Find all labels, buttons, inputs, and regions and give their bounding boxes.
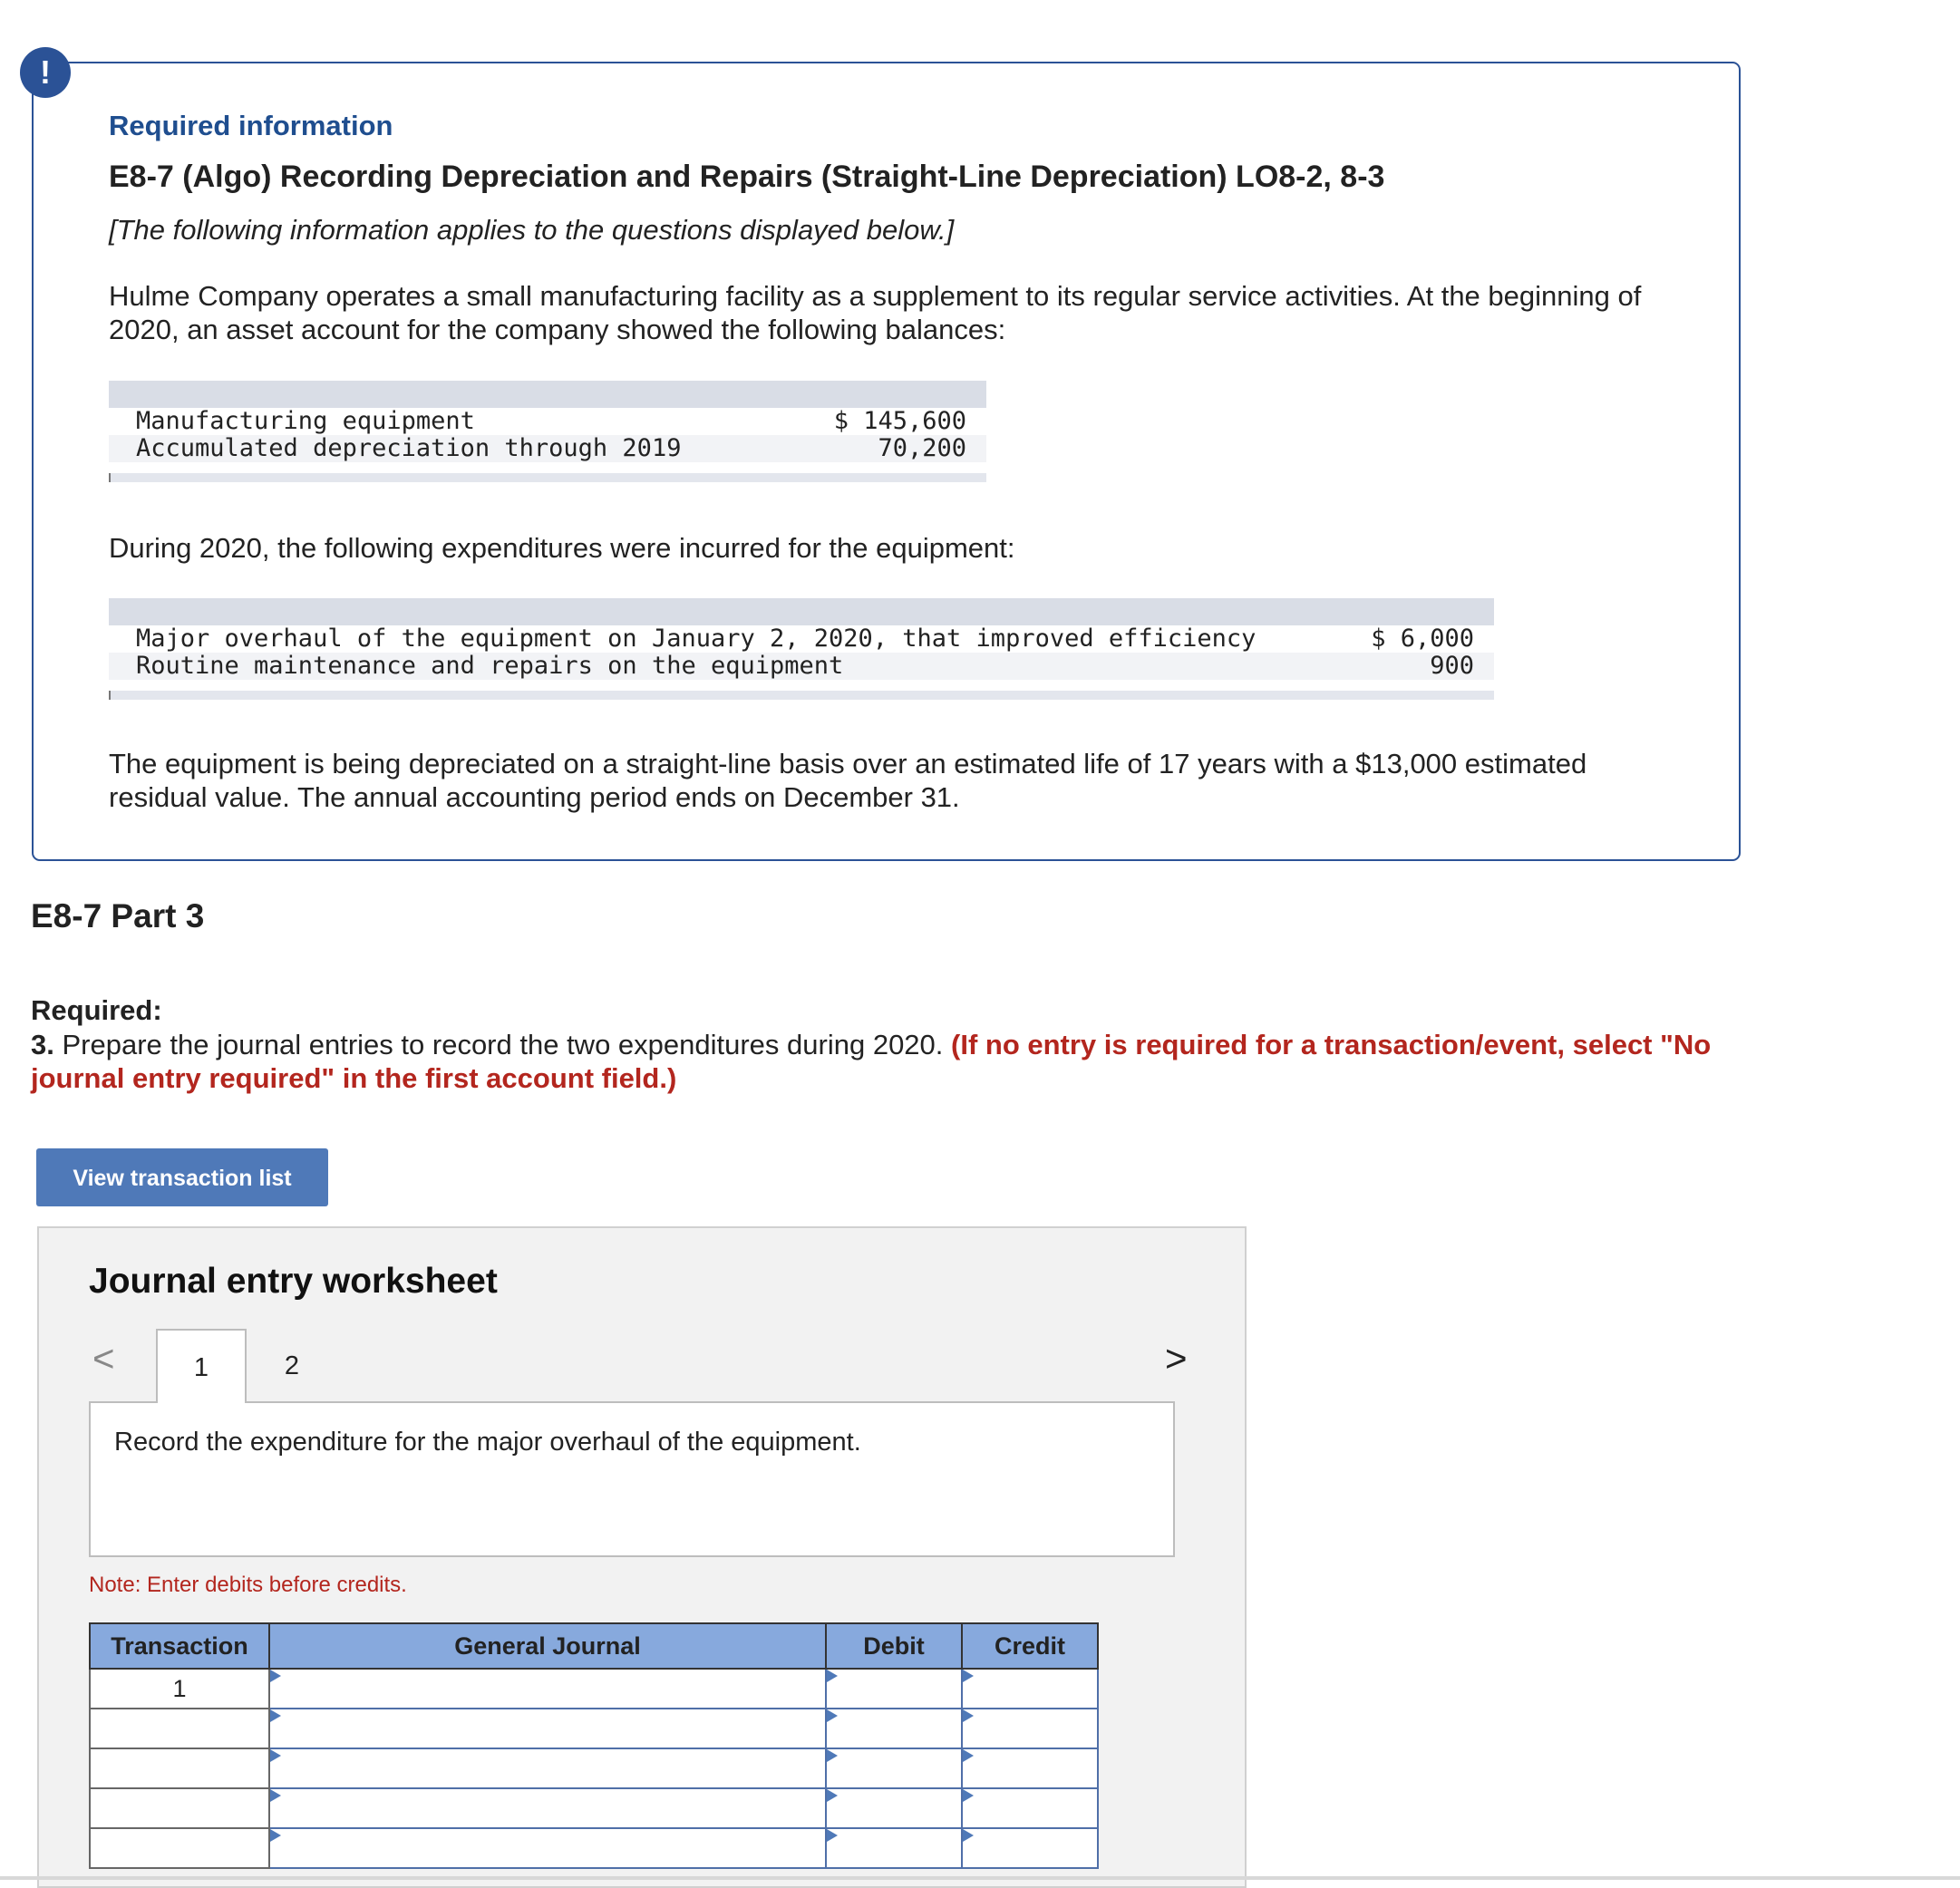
intro-paragraph: Hulme Company operates a small manufacturing facility as a supplement to its regular service activities. At the beginning of 2020, an asset account for the company showed the following balances: [109, 280, 1642, 345]
credit-input[interactable] [962, 1788, 1098, 1828]
table-row [90, 1709, 1098, 1748]
table-row [90, 1828, 1098, 1868]
credit-input[interactable] [962, 1669, 1098, 1709]
account-select[interactable] [269, 1788, 826, 1828]
expenditure-value: $ 6,000 [1371, 624, 1474, 653]
table-row [90, 1788, 1098, 1828]
debit-input[interactable] [826, 1828, 962, 1868]
credit-input[interactable] [962, 1709, 1098, 1748]
journal-header-row [90, 1623, 1098, 1669]
debit-input[interactable] [826, 1788, 962, 1828]
required-red-note: (If no entry is required for a transaction/event, select "No journal entry required" in the first account field.) [31, 1029, 1712, 1094]
balance-value: $ 145,600 [833, 407, 966, 435]
transaction-number [90, 1748, 269, 1788]
depreciation-paragraph: The equipment is being depreciated on a straight-line basis over an estimated life of 17 years with a $13,000 estimated residual value. The annual accounting period ends on December 31. [109, 748, 1587, 813]
balance-label: Accumulated depreciation through 2019 [136, 434, 682, 462]
chevron-right-icon[interactable]: > [1165, 1337, 1188, 1380]
debits-credits-note: Note: Enter debits before credits. [89, 1573, 407, 1597]
worksheet-title: Journal entry worksheet [89, 1262, 498, 1301]
instruction-box [89, 1401, 1175, 1557]
instruction-text: Record the expenditure for the major overhaul of the equipment. [114, 1428, 861, 1457]
required-main-text: Prepare the journal entries to record the two expenditures during 2020. [53, 1029, 952, 1060]
balances-table [109, 381, 986, 489]
column-header-debit: Debit [826, 1623, 962, 1669]
table-footer-bar [109, 473, 986, 482]
debit-input[interactable] [826, 1709, 962, 1748]
account-select[interactable] [269, 1828, 826, 1868]
account-select[interactable] [269, 1748, 826, 1788]
applies-note: [The following information applies to the questions displayed below.] [109, 214, 955, 246]
table-row [90, 1669, 1098, 1709]
column-header-general-journal: General Journal [269, 1623, 826, 1669]
transaction-number [90, 1828, 269, 1868]
required-instructions [31, 1028, 1744, 1095]
page-bottom-divider [0, 1876, 1960, 1880]
table-row [109, 408, 986, 435]
alert-icon: ! [20, 47, 71, 98]
expenditure-label: Major overhaul of the equipment on January 2, 2020, that improved efficiency [136, 624, 1257, 653]
tab-transaction-2[interactable]: 2 [284, 1351, 300, 1380]
column-header-credit: Credit [962, 1623, 1098, 1669]
tab-transaction-1[interactable]: 1 [156, 1329, 247, 1403]
transaction-number [90, 1709, 269, 1748]
transaction-number [90, 1788, 269, 1828]
table-row [90, 1748, 1098, 1788]
required-number: 3. [31, 1029, 54, 1060]
required-label: Required: [31, 994, 162, 1026]
column-header-transaction: Transaction [90, 1623, 269, 1669]
transaction-number: 1 [90, 1669, 269, 1709]
exercise-title: E8-7 (Algo) Recording Depreciation and Repairs (Straight-Line Depreciation) LO8-2, 8-3 [109, 160, 1385, 194]
chevron-left-icon[interactable]: < [92, 1337, 115, 1380]
debit-input[interactable] [826, 1669, 962, 1709]
table-header-bar [109, 598, 1494, 625]
debit-input[interactable] [826, 1748, 962, 1788]
table-header-bar [109, 381, 986, 408]
table-row [109, 653, 1494, 680]
account-select[interactable] [269, 1709, 826, 1748]
part-title: E8-7 Part 3 [31, 897, 205, 934]
account-select[interactable] [269, 1669, 826, 1709]
credit-input[interactable] [962, 1828, 1098, 1868]
expenditure-label: Routine maintenance and repairs on the equipment [136, 652, 844, 680]
credit-input[interactable] [962, 1748, 1098, 1788]
journal-table [89, 1622, 1099, 1869]
expenditures-table [109, 598, 1494, 707]
table-row [109, 435, 986, 462]
view-transaction-list-button[interactable]: View transaction list [36, 1148, 328, 1206]
table-row [109, 625, 1494, 653]
expenditure-value: 900 [1430, 652, 1474, 680]
required-information-heading: Required information [109, 110, 393, 141]
balance-label: Manufacturing equipment [136, 407, 475, 435]
expenditures-intro: During 2020, the following expenditures were incurred for the equipment: [109, 532, 1015, 564]
balance-value: 70,200 [878, 434, 966, 462]
table-footer-bar [109, 691, 1494, 700]
